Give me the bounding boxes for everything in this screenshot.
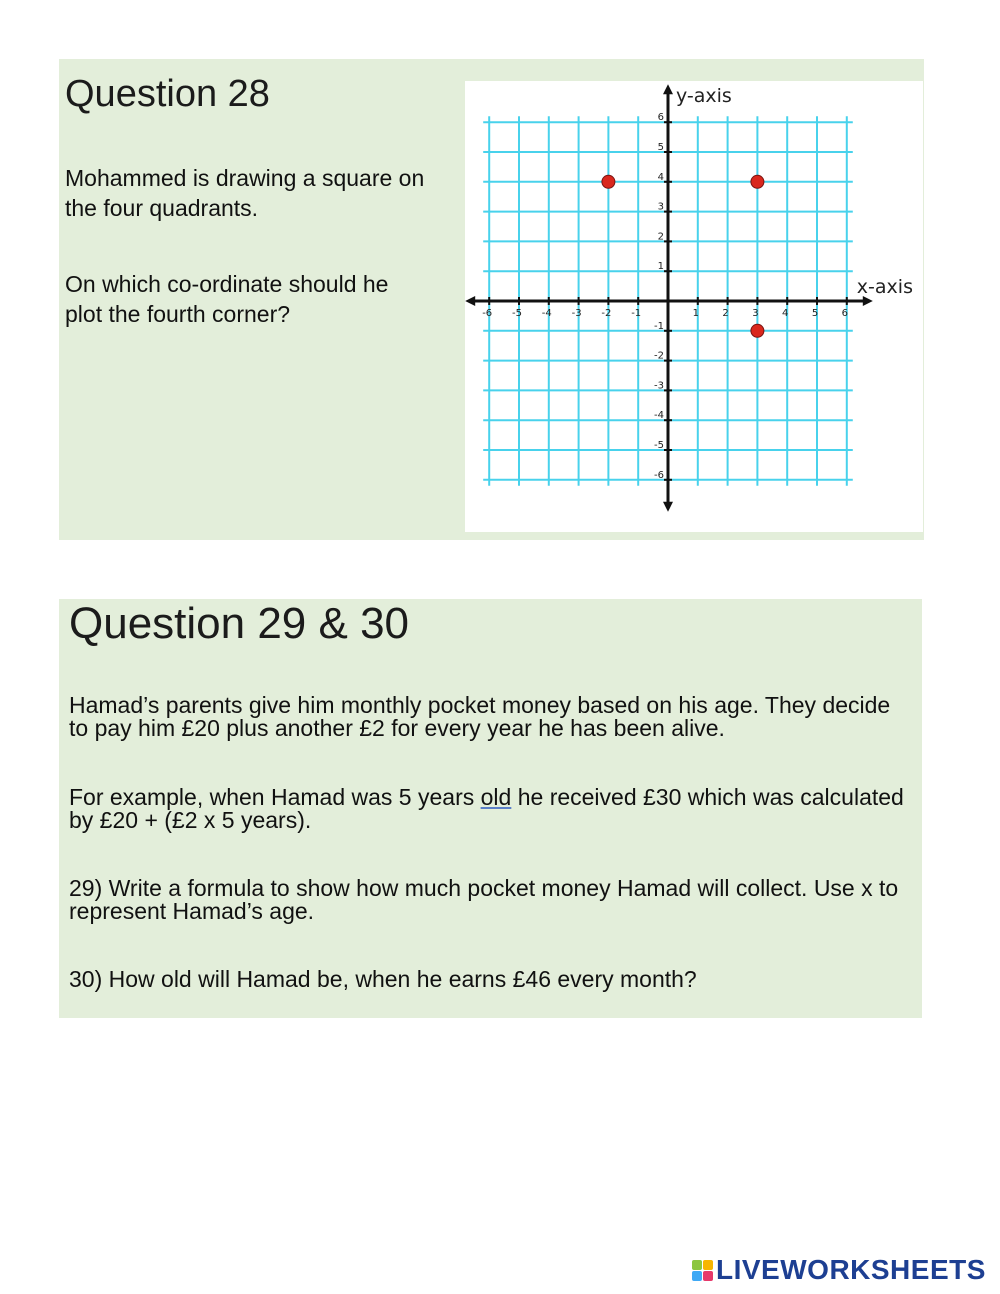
logo-square-2 xyxy=(703,1260,713,1270)
plotted-point xyxy=(751,175,764,188)
x-tick-label: 1 xyxy=(692,308,699,319)
example-text-start: For example, when Hamad was 5 years xyxy=(69,784,481,810)
coordinate-graph xyxy=(465,81,923,532)
x-tick-label: -5 xyxy=(512,308,522,319)
liveworksheets-logo-icon xyxy=(692,1260,713,1281)
question-29-30-title: Question 29 & 30 xyxy=(69,599,410,648)
y-tick-label: 3 xyxy=(657,201,664,213)
y-tick-label: 6 xyxy=(657,112,664,124)
liveworksheets-logo xyxy=(692,1254,986,1286)
y-tick-label: 4 xyxy=(657,171,664,183)
y-tick-label: -4 xyxy=(654,410,664,422)
x-tick-label: 4 xyxy=(782,308,789,319)
y-tick-label: -2 xyxy=(654,350,664,362)
logo-square-1 xyxy=(692,1260,702,1270)
question-29-text: 29) Write a formula to show how much pocket money Hamad will collect. Use x to represent Hamad’s age. xyxy=(69,875,899,924)
x-tick-label: -4 xyxy=(541,308,552,319)
y-tick-label: 5 xyxy=(657,142,664,153)
x-axis-label: x-axis xyxy=(856,276,913,298)
y-axis-label: y-axis xyxy=(676,85,732,108)
x-tick-label: -3 xyxy=(571,308,582,319)
y-axis-arrow-down xyxy=(663,502,673,512)
x-tick-label: -1 xyxy=(631,308,642,319)
x-axis-arrow-left xyxy=(465,296,475,306)
plotted-point xyxy=(602,175,615,188)
coordinate-graph-svg xyxy=(465,81,923,532)
y-tick-label: -6 xyxy=(654,469,664,481)
x-tick-label: 6 xyxy=(841,308,848,319)
y-tick-label: -5 xyxy=(654,440,664,451)
plotted-point xyxy=(751,324,764,337)
y-tick-label: -3 xyxy=(654,380,664,392)
intro-paragraph: Hamad’s parents give him monthly pocket money based on his age. They decide to pay him £20 plus another £2 for every year he has been alive. xyxy=(69,692,891,741)
x-tick-label: -2 xyxy=(601,308,612,319)
example-text-end: he received £30 which was calculated by £20 + (£2 x 5 years). xyxy=(69,784,904,833)
question-28-text-2: On which co-ordinate should he plot the fourth corner? xyxy=(65,271,389,327)
x-tick-label: 5 xyxy=(811,308,819,319)
y-tick-label: 2 xyxy=(657,231,664,243)
logo-square-3 xyxy=(692,1271,702,1281)
x-tick-label: -6 xyxy=(482,308,493,319)
question-29-30-panel xyxy=(59,599,922,1018)
question-28-title: Question 28 xyxy=(65,73,270,115)
underlined-word: old xyxy=(480,784,512,810)
question-28-panel xyxy=(59,59,924,540)
example-paragraph xyxy=(69,786,909,832)
y-tick-label: 1 xyxy=(657,261,664,273)
y-tick-label: -1 xyxy=(654,320,664,332)
x-tick-label: 2 xyxy=(722,308,729,319)
question-30-text: 30) How old will Hamad be, when he earns £46 every month? xyxy=(69,966,697,992)
y-axis-arrow-up xyxy=(663,84,673,94)
liveworksheets-logo-text: LIVEWORKSHEETS xyxy=(716,1254,986,1285)
question-28-text-1: Mohammed is drawing a square on the four quadrants. xyxy=(65,165,425,221)
logo-square-4 xyxy=(703,1271,713,1281)
x-tick-label: 3 xyxy=(752,308,759,319)
